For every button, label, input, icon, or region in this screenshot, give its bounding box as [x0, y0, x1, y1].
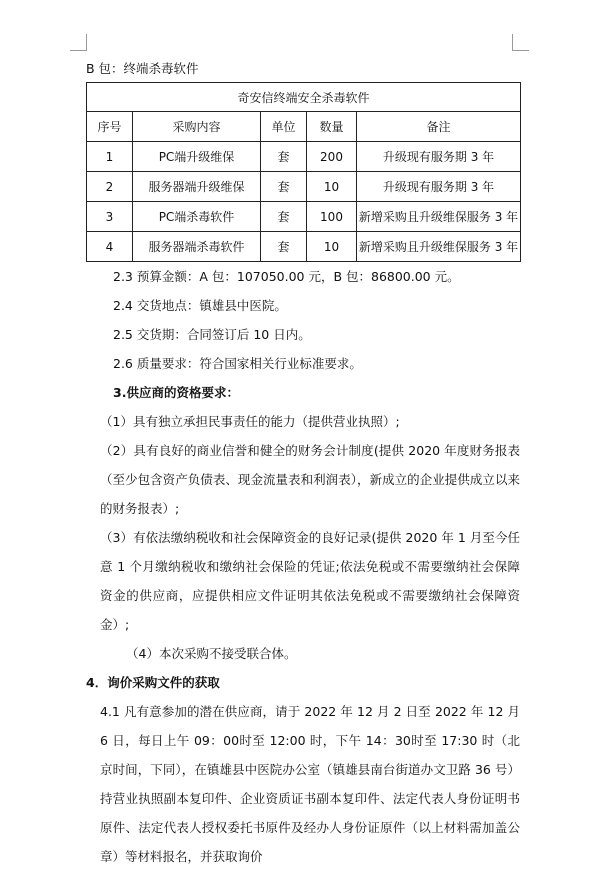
cell-content: 服务器端升级维保: [133, 172, 261, 202]
table-row: [87, 202, 521, 232]
cell-remark: 升级现有服务期 3 年: [357, 172, 521, 202]
col-header-index: 序号: [87, 112, 133, 142]
cell-unit: 套: [261, 142, 307, 172]
section4-heading: 4．询价采购文件的获取: [86, 675, 220, 690]
table-caption: 奇安信终端安全杀毒软件: [87, 83, 521, 112]
table-header-row: [87, 112, 521, 142]
qualification-item-1: （1）具有独立承担民事责任的能力（提供营业执照）;: [100, 414, 400, 429]
table-row: [87, 232, 521, 262]
procurement-table: [86, 82, 521, 262]
cell-quantity: 10: [307, 172, 357, 202]
col-header-unit: 单位: [261, 112, 307, 142]
cell-quantity: 100: [307, 202, 357, 232]
cell-content: 服务器端杀毒软件: [133, 232, 261, 262]
col-header-remark: 备注: [357, 112, 521, 142]
cell-index: 3: [87, 202, 133, 232]
page-corner-mark-right: [512, 34, 529, 51]
qualification-item-2: （2）具有良好的商业信誉和健全的财务会计制度(提供 2020 年度财务报表（至少包含资产负债表、现金流量表和利润表），新成立的企业提供成立以来的财务报表）;: [100, 443, 520, 516]
cell-unit: 套: [261, 202, 307, 232]
section4-paragraph-1: 4.1 凡有意参加的潜在供应商，请于 2022 年 12 月 2 日至 2022 年 12 月 6 日，每日上午 09：00时至 12:00 时，下午 14：30时至 17:30 时（北京时间，下同），在镇雄县中医院办公室（镇雄县南台街道办文卫路 36 号）持营业执照副本复印件、企业资质证书副本复印件、法定代表人身份证明书原件、法定代表人授权委托书原件及经办人身份证原件（以上材料需加盖公章）等材料报名，并获取询价: [100, 704, 520, 864]
cell-content: PC端杀毒软件: [133, 202, 261, 232]
cell-remark: 新增采购且升级维保服务 3 年: [357, 202, 521, 232]
cell-unit: 套: [261, 172, 307, 202]
document-body: [86, 52, 520, 871]
cell-index: 2: [87, 172, 133, 202]
qualification-heading: 3.供应商的资格要求：: [113, 385, 239, 400]
cell-remark: 升级现有服务期 3 年: [357, 142, 521, 172]
cell-unit: 套: [261, 232, 307, 262]
cell-content: PC端升级维保: [133, 142, 261, 172]
page-corner-mark-left: [70, 34, 87, 51]
budget-line: 2.3 预算金额：A 包：107050.00 元，B 包：86800.00 元。: [113, 269, 460, 284]
cell-quantity: 10: [307, 232, 357, 262]
delivery-location-line: 2.4 交货地点：镇雄县中医院。: [113, 298, 287, 313]
qualification-item-4: （4）本次采购不接受联合体。: [126, 646, 297, 661]
table-row: [87, 172, 521, 202]
cell-index: 4: [87, 232, 133, 262]
package-b-title: B 包：终端杀毒软件: [86, 61, 199, 76]
cell-quantity: 200: [307, 142, 357, 172]
cell-remark: 新增采购且升级维保服务 3 年: [357, 232, 521, 262]
cell-index: 1: [87, 142, 133, 172]
quality-requirement-line: 2.6 质量要求：符合国家相关行业标准要求。: [113, 356, 362, 371]
delivery-period-line: 2.5 交货期：合同签订后 10 日内。: [113, 327, 311, 342]
col-header-quantity: 数量: [307, 112, 357, 142]
table-row: [87, 142, 521, 172]
col-header-content: 采购内容: [133, 112, 261, 142]
qualification-item-3: （3）有依法缴纳税收和社会保障资金的良好记录(提供 2020 年 1 月至今任意 1 个月缴纳税收和缴纳社会保险的凭证;依法免税或不需要缴纳社会保障资金的供应商，应提供相应文件证明其依法免税或不需要缴纳社会保障资金）;: [100, 530, 520, 632]
